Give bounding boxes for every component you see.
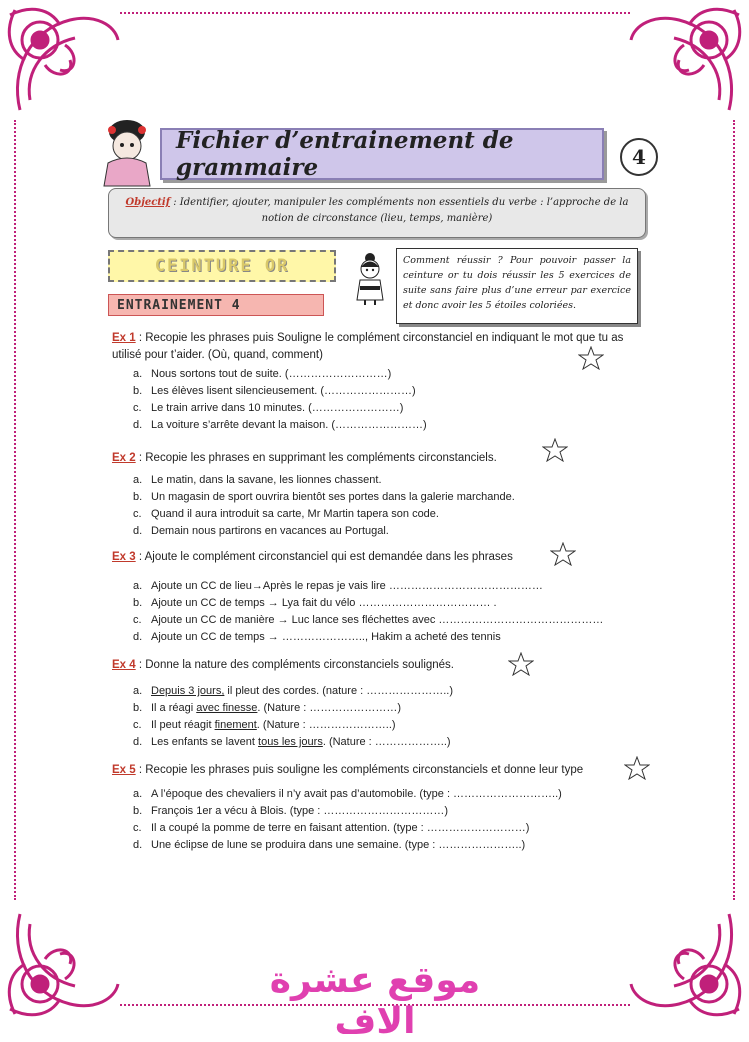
exercise-1-instruction	[112, 330, 632, 364]
ornament-corner-icon	[0, 0, 130, 130]
ornament-corner-icon	[619, 0, 749, 130]
frame-border-right	[733, 120, 735, 900]
exercise-text: : Recopie les phrases en supprimant les compléments circonstanciels.	[135, 452, 497, 464]
belt-level-banner: CEINTURE OR	[108, 250, 336, 282]
list-item: c. Il peut réagit finement. (Nature : …………………..)	[133, 719, 396, 731]
ornament-corner-icon	[619, 894, 749, 1024]
list-item: a. Depuis 3 jours, il pleut des cordes. (nature : …………………..)	[133, 685, 454, 697]
list-item: a. Ajoute un CC de lieu→Après le repas je vais lire ……………………………………	[133, 580, 543, 592]
star-icon	[624, 756, 650, 780]
exercise-2-list	[133, 472, 515, 540]
girl-character-icon	[352, 252, 388, 306]
exercise-1-list	[133, 366, 427, 434]
objective-label: Objectif	[125, 197, 171, 208]
exercise-text: : Ajoute le complément circonstanciel qui est demandée dans les phrases	[135, 551, 513, 563]
site-watermark: موقع عشرة الاف	[269, 960, 481, 1042]
list-item: b. Il a réagi avec finesse. (Nature : ……………………)	[133, 702, 402, 714]
exercise-label: Ex 5	[112, 764, 136, 776]
objective-box	[108, 188, 646, 238]
list-item: c. Quand il aura introduit sa carte, Mr Martin tapera son code.	[133, 508, 439, 520]
list-item: d. Demain nous partirons en vacances au Portugal.	[133, 525, 389, 537]
exercise-4-instruction	[112, 657, 632, 674]
exercise-label: Ex 2	[112, 452, 136, 464]
list-item: c. Le train arrive dans 10 minutes. (……………………)	[133, 402, 404, 414]
ornament-corner-icon	[0, 894, 130, 1024]
exercise-label: Ex 4	[112, 659, 136, 671]
list-item: c. Il a coupé la pomme de terre en faisant attention. (type : ………………………)	[133, 822, 530, 834]
exercise-text: : Donne la nature des compléments circonstanciels soulignés.	[135, 659, 455, 671]
list-item: d. La voiture s’arrête devant la maison. (……………………)	[133, 419, 427, 431]
exercise-4-list	[133, 683, 453, 751]
geisha-mascot-icon	[98, 118, 156, 188]
star-icon	[578, 346, 604, 370]
list-item: b. Un magasin de sport ouvrira bientôt ses portes dans la galerie marchande.	[133, 491, 515, 503]
tip-box: Comment réussir ? Pour pouvoir passer la ceinture or tu dois réussir les 5 exercices de suite sans faire plus d’une erreur par exercice et donc avoir les 5 étoiles coloriées.	[396, 248, 638, 324]
list-item: b. Les élèves lisent silencieusement. (……………………)	[133, 385, 416, 397]
frame-border-top	[120, 12, 630, 14]
worksheet-number-badge: 4	[620, 138, 658, 176]
list-item: b. François 1er a vécu à Blois. (type : ……………………………)	[133, 805, 449, 817]
frame-border-left	[14, 120, 16, 900]
list-item: a. Nous sortons tout de suite. (………………………)	[133, 368, 392, 380]
star-icon	[508, 652, 534, 676]
list-item: d. Les enfants se lavent tous les jours. (Nature : ………………..)	[133, 736, 451, 748]
list-item: d. Ajoute un CC de temps → ………………….., Hakim a acheté des tennis	[133, 631, 501, 643]
exercise-label: Ex 3	[112, 551, 136, 563]
training-banner: ENTRAINEMENT 4	[108, 294, 324, 316]
exercise-text: : Recopie les phrases puis souligne les compléments circonstanciels et donne leur type	[135, 764, 584, 776]
list-item: a. A l’époque des chevaliers il n’y avait pas d’automobile. (type : ………………………..)	[133, 788, 562, 800]
exercise-3-list	[133, 578, 603, 646]
list-item: c. Ajoute un CC de manière → Luc lance ses fléchettes avec ………………………………………	[133, 614, 604, 626]
page-title: Fichier d’entrainement de grammaire	[176, 127, 514, 181]
worksheet-title-box	[160, 128, 604, 180]
list-item: b. Ajoute un CC de temps → Lya fait du vélo ……………………………… .	[133, 597, 497, 609]
exercise-5-instruction	[112, 762, 632, 779]
exercise-5-list	[133, 786, 562, 854]
list-item: d. Une éclipse de lune se produira dans une semaine. (type : …………………..)	[133, 839, 526, 851]
list-item: a. Le matin, dans la savane, les lionnes chassent.	[133, 474, 382, 486]
exercise-label: Ex 1	[112, 332, 136, 344]
objective-text: : Identifier, ajouter, manipuler les compléments non essentiels du verbe : l’approche de la notion de circonstance (lieu, temps, manière)	[170, 197, 629, 224]
star-icon	[550, 542, 576, 566]
exercise-2-instruction	[112, 450, 632, 467]
exercise-text: : Recopie les phrases puis Souligne le complément circonstanciel en indiquant le mot que tu as utilisé pour t’aider. (Où, quand, comment)	[112, 332, 624, 361]
